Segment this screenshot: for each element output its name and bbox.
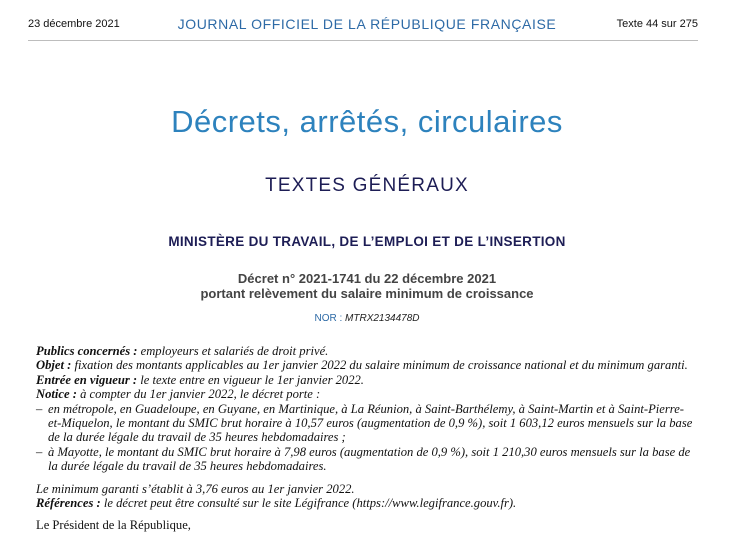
decree-body <box>36 344 696 533</box>
list-item-text: en métropole, en Guadeloupe, en Guyane, en Martinique, à La Réunion, à Saint-Barthélemy, à Saint-Martin et à Saint-Pierre-et-Miquelon, le montant du SMIC brut horaire à 10,57 euros (augmentation de 0,9 %), soit 1 603,12 euros mensuels sur la base de la durée légale du travail de 35 heures hebdomadaires ; <box>48 401 693 445</box>
publics-label: Publics concernés : <box>36 344 138 358</box>
page-header <box>28 12 706 38</box>
objet-paragraph <box>36 358 696 372</box>
nor-label: NOR : <box>314 313 346 324</box>
entree-paragraph <box>36 373 696 387</box>
publics-text: employeurs et salariés de droit privé. <box>137 344 329 358</box>
list-item-text: à Mayotte, le montant du SMIC brut horaire à 7,98 euros (augmentation de 0,9 %), soit 1 210,30 euros mensuels sur la base de la durée légale du travail de 35 heures hebdomadaires. <box>48 444 691 474</box>
header-divider <box>28 40 698 41</box>
entree-text: le texte entre en vigueur le 1er janvier 2022. <box>137 372 364 387</box>
president-line: Le Président de la République, <box>36 518 191 533</box>
references-label: Références : <box>36 496 101 511</box>
text-count: Texte 44 sur 275 <box>616 18 698 30</box>
notice-label: Notice : <box>36 387 77 402</box>
list-item <box>36 445 696 474</box>
nor-reference <box>0 313 734 325</box>
header-date: 23 décembre 2021 <box>28 18 120 30</box>
nor-value: MTRX2134478D <box>345 313 420 324</box>
list-item <box>36 402 696 445</box>
journal-title: JOURNAL OFFICIEL DE LA RÉPUBLIQUE FRANÇAISE <box>177 16 557 32</box>
decree-line-2: portant relèvement du salaire minimum de croissance <box>200 286 534 301</box>
decree-title <box>0 271 734 301</box>
minimum-paragraph: Le minimum garanti s’établit à 3,76 euros au 1er janvier 2022. <box>36 481 355 496</box>
objet-label: Objet : <box>36 358 72 373</box>
dash-marker: – <box>36 444 43 459</box>
decree-line-1: Décret n° 2021-1741 du 22 décembre 2021 <box>237 271 497 286</box>
section-title: Décrets, arrêtés, circulaires <box>171 104 563 139</box>
dash-marker: – <box>36 401 43 416</box>
publics-paragraph <box>36 344 696 358</box>
notice-paragraph <box>36 387 696 401</box>
ministry-heading: MINISTÈRE DU TRAVAIL, DE L’EMPLOI ET DE L’INSERTION <box>168 234 566 249</box>
notice-text: à compter du 1er janvier 2022, le décret porte : <box>76 387 321 402</box>
objet-text: fixation des montants applicables au 1er janvier 2022 du salaire minimum de croissance national et du minimum garanti. <box>71 358 688 373</box>
entree-label: Entrée en vigueur : <box>36 372 138 387</box>
references-text: le décret peut être consulté sur le site Légifrance (https://www.legifrance.gouv.fr). <box>100 496 517 511</box>
references-paragraph <box>36 496 696 510</box>
section-subtitle: TEXTES GÉNÉRAUX <box>265 175 469 196</box>
